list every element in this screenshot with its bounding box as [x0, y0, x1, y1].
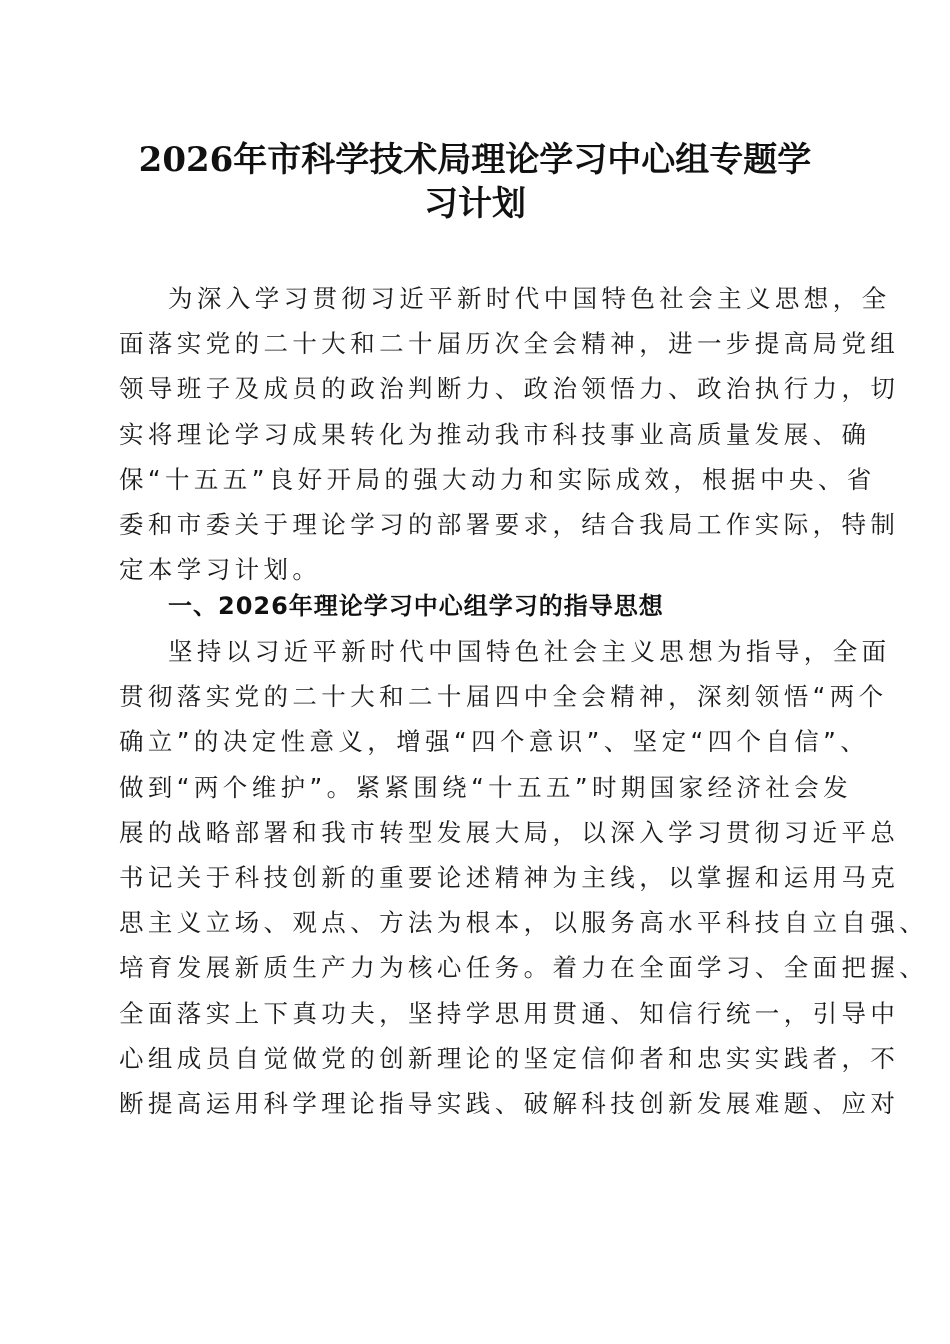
intro-paragraph [119, 276, 900, 592]
paragraph-line: 贯彻落实党的二十大和二十届四中全会精神，深刻领悟“两个 [119, 682, 888, 712]
paragraph-line: 全面落实上下真功夫，坚持学思用贯通、知信行统一，引导中 [119, 998, 900, 1028]
paragraph-line: 为深入学习贯彻习近平新时代中国特色社会主义思想，全 [168, 284, 891, 313]
paragraph-line: 领导班子及成员的政治判断力、政治领悟力、政治执行力，切 [119, 374, 900, 404]
title-line-1: 2026年市科学技术局理论学习中心组专题学 [138, 140, 812, 180]
paragraph-line: 定本学习计划。 [119, 555, 322, 585]
title-line-2: 习计划 [424, 184, 526, 224]
paragraph-line: 断提高运用科学理论指导实践、破解科技创新发展难题、应对 [119, 1089, 900, 1119]
paragraph-line: 展的战略部署和我市转型发展大局，以深入学习贯彻习近平总 [119, 817, 900, 847]
paragraph-line: 书记关于科技创新的重要论述精神为主线，以掌握和运用马克 [119, 863, 900, 893]
paragraph-line: 思主义立场、观点、方法为根本，以服务高水平科技自立自强、 [119, 908, 929, 938]
guiding-ideology-paragraph [119, 629, 929, 1126]
paragraph-line: 心组成员自觉做党的创新理论的坚定信仰者和忠实实践者，不 [119, 1043, 900, 1073]
page-title [100, 138, 850, 226]
paragraph-line: 委和市委关于理论学习的部署要求，结合我局工作实际，特制 [119, 510, 900, 540]
paragraph-line: 培育发展新质生产力为核心任务。着力在全面学习、全面把握、 [119, 953, 929, 983]
paragraph-line: 做到“两个维护”。紧紧围绕“十五五”时期国家经济社会发 [119, 772, 853, 802]
paragraph-line: 面落实党的二十大和二十届历次全会精神，进一步提高局党组 [119, 329, 900, 359]
paragraph-line: 确立”的决定性意义，增强“四个意识”、坚定“四个自信”、 [119, 727, 870, 757]
section-heading-guiding-ideology: 一、2026年理论学习中心组学习的指导思想 [168, 592, 664, 620]
paragraph-line: 坚持以习近平新时代中国特色社会主义思想为指导，全面 [168, 637, 891, 666]
paragraph-line: 实将理论学习成果转化为推动我市科技事业高质量发展、确 [119, 419, 871, 449]
paragraph-line: 保“十五五”良好开局的强大动力和实际成效，根据中央、省 [119, 464, 876, 494]
